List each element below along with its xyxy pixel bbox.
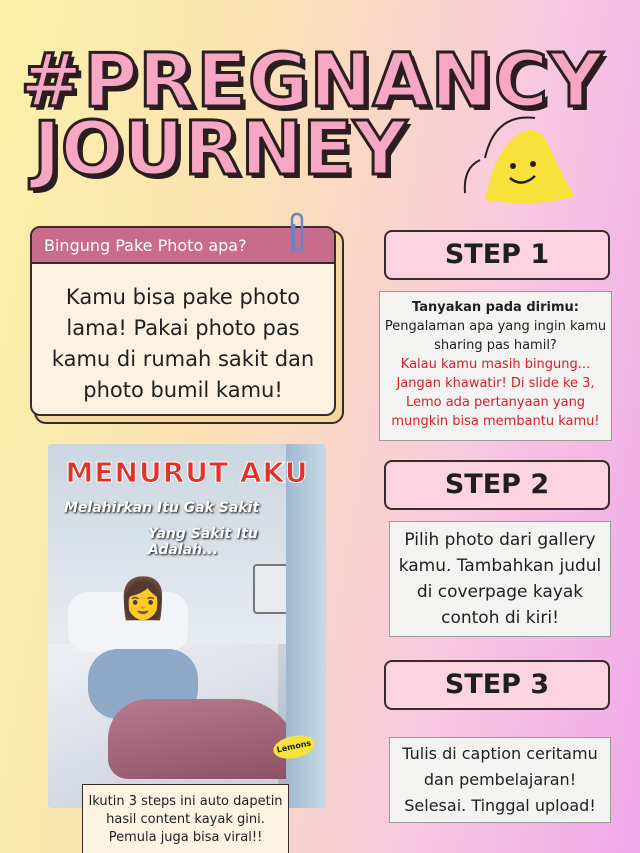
mascot-icon (455, 108, 585, 208)
step-2-text: Pilih photo dari gallery kamu. Tambahkan judul di coverpage kayak contoh di kiri! (389, 521, 611, 637)
step-1-intro: Tanyakan pada dirimu: (412, 300, 579, 315)
face-emoji: 👩 (118, 576, 168, 622)
lemons-watermark: Lemons (271, 732, 317, 762)
title-line-1: #PREGNANCY (20, 38, 604, 124)
step-2-label: STEP 2 (384, 460, 610, 510)
paperclip-icon (288, 212, 306, 258)
step-1-box (379, 291, 612, 441)
tip-card-heading: Bingung Pake Photo apa? (32, 228, 334, 264)
step-1-note: Kalau kamu masih bingung... Jangan khawatir! Di slide ke 3, Lemo ada pertanyaan yang mungkin bisa membantu kamu! (391, 357, 600, 429)
photo-caption: Ikutin 3 steps ini auto dapetin hasil content kayak gini. Pemula juga bisa viral!! (82, 784, 289, 853)
photo-subtitle-1: Melahirkan Itu Gak Sakit (64, 500, 260, 516)
photo-subtitle-2: Yang Sakit Itu Adalah... (148, 526, 258, 558)
photo-title: MENURUT AKU (65, 456, 309, 489)
example-photo (48, 444, 326, 808)
step-3-text: Tulis di caption ceritamu dan pembelajaran! Selesai. Tinggal upload! (389, 737, 611, 823)
step-1-label: STEP 1 (384, 230, 610, 280)
title-line-2: JOURNEY (33, 106, 407, 192)
step-1-text: Pengalaman apa yang ingin kamu sharing pas hamil? (384, 319, 607, 353)
tip-card-body: Kamu bisa pake photo lama! Pakai photo pas kamu di rumah sakit dan photo bumil kamu! (51, 285, 315, 402)
step-3-label: STEP 3 (384, 660, 610, 710)
